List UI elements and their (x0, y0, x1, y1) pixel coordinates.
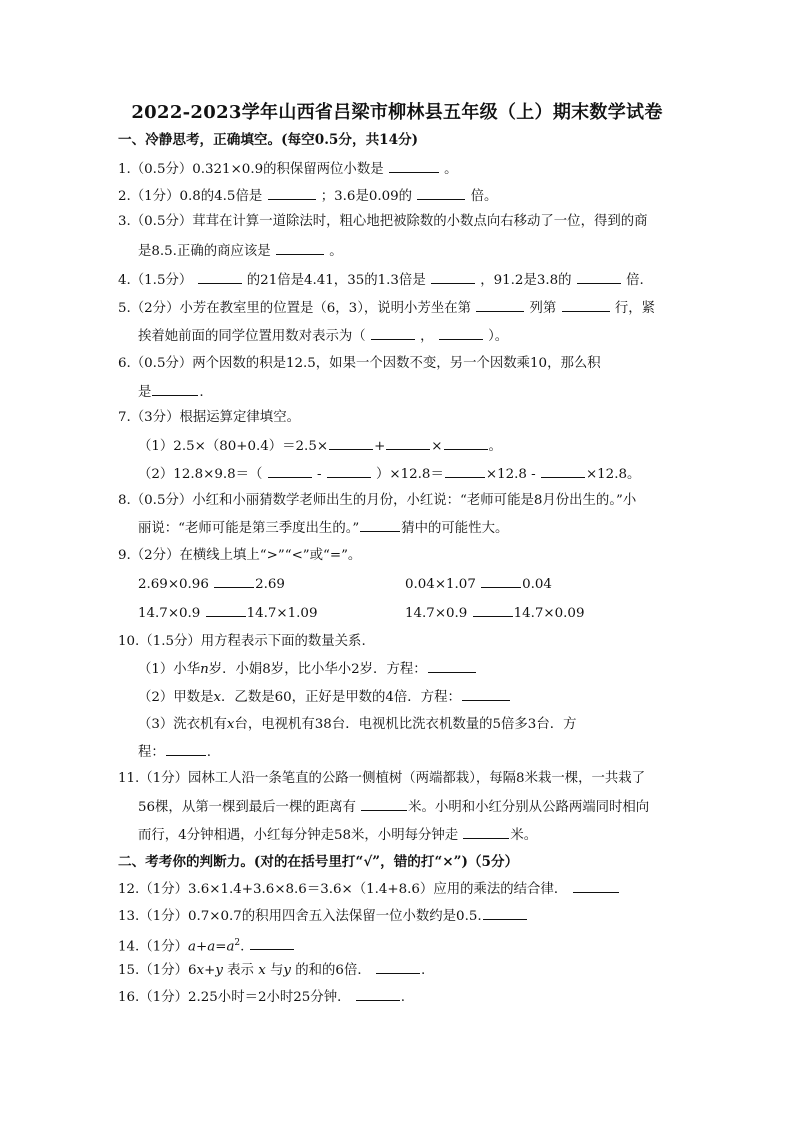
answer-blank[interactable] (431, 271, 475, 284)
answer-blank[interactable] (371, 327, 415, 340)
answer-blank[interactable] (152, 383, 198, 396)
question-6-cont: 是 . (138, 385, 204, 400)
answer-blank[interactable] (473, 604, 513, 617)
question-7-part-2: （2）12.8×9.8＝（ - ）×12.8＝ ×12.8 - ×12.8。 (138, 467, 641, 482)
answer-blank[interactable] (389, 160, 439, 173)
question-14: 14.（1分）$a+a=a^2$. (118, 934, 295, 956)
question-8-cont: 丽说：“老师可能是第三季度出生的。” 猜中的可能性大。 (138, 521, 509, 536)
answer-blank[interactable] (250, 937, 294, 950)
question-11-cont-2: 而行，4分钟相遇，小红每分钟走58米，小明每分钟走 米。 (138, 828, 538, 843)
question-10-part-3: （3）洗衣机有x台，电视机有38台．电视机比洗衣机数量的5倍多3台．方 (138, 717, 577, 732)
question-9-row-1a: 2.69×0.96 2.69 (138, 577, 285, 592)
answer-blank[interactable] (327, 465, 371, 478)
answer-blank[interactable] (417, 187, 465, 200)
question-10-part-3-cont: 程： . (138, 745, 212, 760)
answer-blank[interactable] (483, 907, 527, 920)
answer-blank[interactable] (462, 688, 510, 701)
answer-blank[interactable] (463, 826, 509, 839)
answer-blank[interactable] (206, 604, 246, 617)
question-15: 15.（1分）6x+y 表示 x 与y 的和的6倍． . (118, 963, 426, 978)
answer-blank[interactable] (361, 798, 407, 811)
answer-blank[interactable] (198, 271, 242, 284)
answer-blank[interactable] (268, 465, 312, 478)
question-6: 6.（0.5分）两个因数的积是12.5，如果一个因数不变，另一个因数乘10，那么积 (118, 356, 601, 371)
answer-blank[interactable] (577, 271, 621, 284)
answer-blank[interactable] (573, 880, 619, 893)
question-8: 8.（0.5分）小红和小丽猜数学老师出生的月份，小红说：“老师可能是8月份出生的。”小 (118, 493, 637, 508)
question-5-cont: 挨着她前面的同学位置用数对表示为（ ， ）。 (138, 329, 509, 344)
answer-blank[interactable] (268, 187, 316, 200)
answer-blank[interactable] (476, 299, 524, 312)
question-11: 11.（1分）园林工人沿一条笔直的公路一侧植树（两端都栽），每隔8米栽一棵，一共栽了 (118, 771, 646, 786)
question-12: 12.（1分）3.6×1.4+3.6×8.6＝3.6×（1.4+8.6）应用的乘法的结合律． (118, 880, 620, 899)
question-7-part-1: （1）2.5×（80+0.4）＝2.5× + × 。 (138, 439, 502, 454)
question-11-cont-1: 56棵，从第一棵到最后一棵的距离有 米。小明和小红分别从公路两端同时相向 (138, 800, 650, 815)
question-13: 13.（1分）0.7×0.7的积用四舍五入法保留一位小数约是0.5. (118, 907, 528, 926)
question-9-row-2a: 14.7×0.9 14.7×1.09 (138, 606, 318, 621)
section-2-heading: 二、考考你的判断力。(对的在括号里打“√”，错的打“×”)（5分） (118, 854, 519, 870)
question-9-row-1b: 0.04×1.07 0.04 (405, 577, 552, 592)
answer-blank[interactable] (329, 437, 373, 450)
answer-blank[interactable] (562, 299, 610, 312)
question-1: 1.（0.5分）0.321×0.9的积保留两位小数是 。 (118, 162, 458, 177)
answer-blank[interactable] (428, 660, 476, 673)
answer-blank[interactable] (481, 575, 521, 588)
answer-blank[interactable] (445, 465, 485, 478)
question-2: 2.（1分）0.8的4.5倍是 ；3.6是0.09的 倍。 (118, 189, 498, 204)
question-9: 9.（2分）在横线上填上“>”“<”或“=”。 (118, 548, 362, 563)
exam-title: 2022-2023学年山西省吕梁市柳林县五年级（上）期末数学试卷 (131, 102, 663, 123)
answer-blank[interactable] (439, 327, 483, 340)
question-3-cont: 是8.5.正确的商应该是 。 (138, 244, 343, 259)
question-7: 7.（3分）根据运算定律填空。 (118, 410, 300, 425)
answer-blank[interactable] (276, 242, 324, 255)
answer-blank[interactable] (360, 519, 400, 532)
question-10-part-2: （2）甲数是x．乙数是60，正好是甲数的4倍．方程： (138, 688, 511, 707)
question-16: 16.（1分）2.25小时＝2小时25分钟． . (118, 990, 406, 1005)
answer-blank[interactable] (166, 743, 206, 756)
answer-blank[interactable] (444, 437, 488, 450)
answer-blank[interactable] (376, 961, 420, 974)
answer-blank[interactable] (214, 575, 254, 588)
question-10: 10.（1.5分）用方程表示下面的数量关系. (118, 634, 366, 649)
answer-blank[interactable] (386, 437, 430, 450)
answer-blank[interactable] (356, 988, 400, 1001)
question-3: 3.（0.5分）茸茸在计算一道除法时，粗心地把被除数的小数点向右移动了一位，得到的商 (118, 214, 648, 229)
question-10-part-1: （1）小华n岁．小娟8岁，比小华小2岁．方程： (138, 660, 477, 679)
section-1-heading: 一、冷静思考，正确填空。(每空0.5分，共14分) (118, 132, 419, 148)
question-5: 5.（2分）小芳在教室里的位置是（6，3），说明小芳坐在第 列第 行，紧 (118, 301, 656, 316)
answer-blank[interactable] (541, 465, 585, 478)
question-9-row-2b: 14.7×0.9 14.7×0.09 (405, 606, 585, 621)
question-4: 4.（1.5分） 的21倍是4.41，35的1.3倍是 ，91.2是3.8的 倍. (118, 273, 644, 288)
